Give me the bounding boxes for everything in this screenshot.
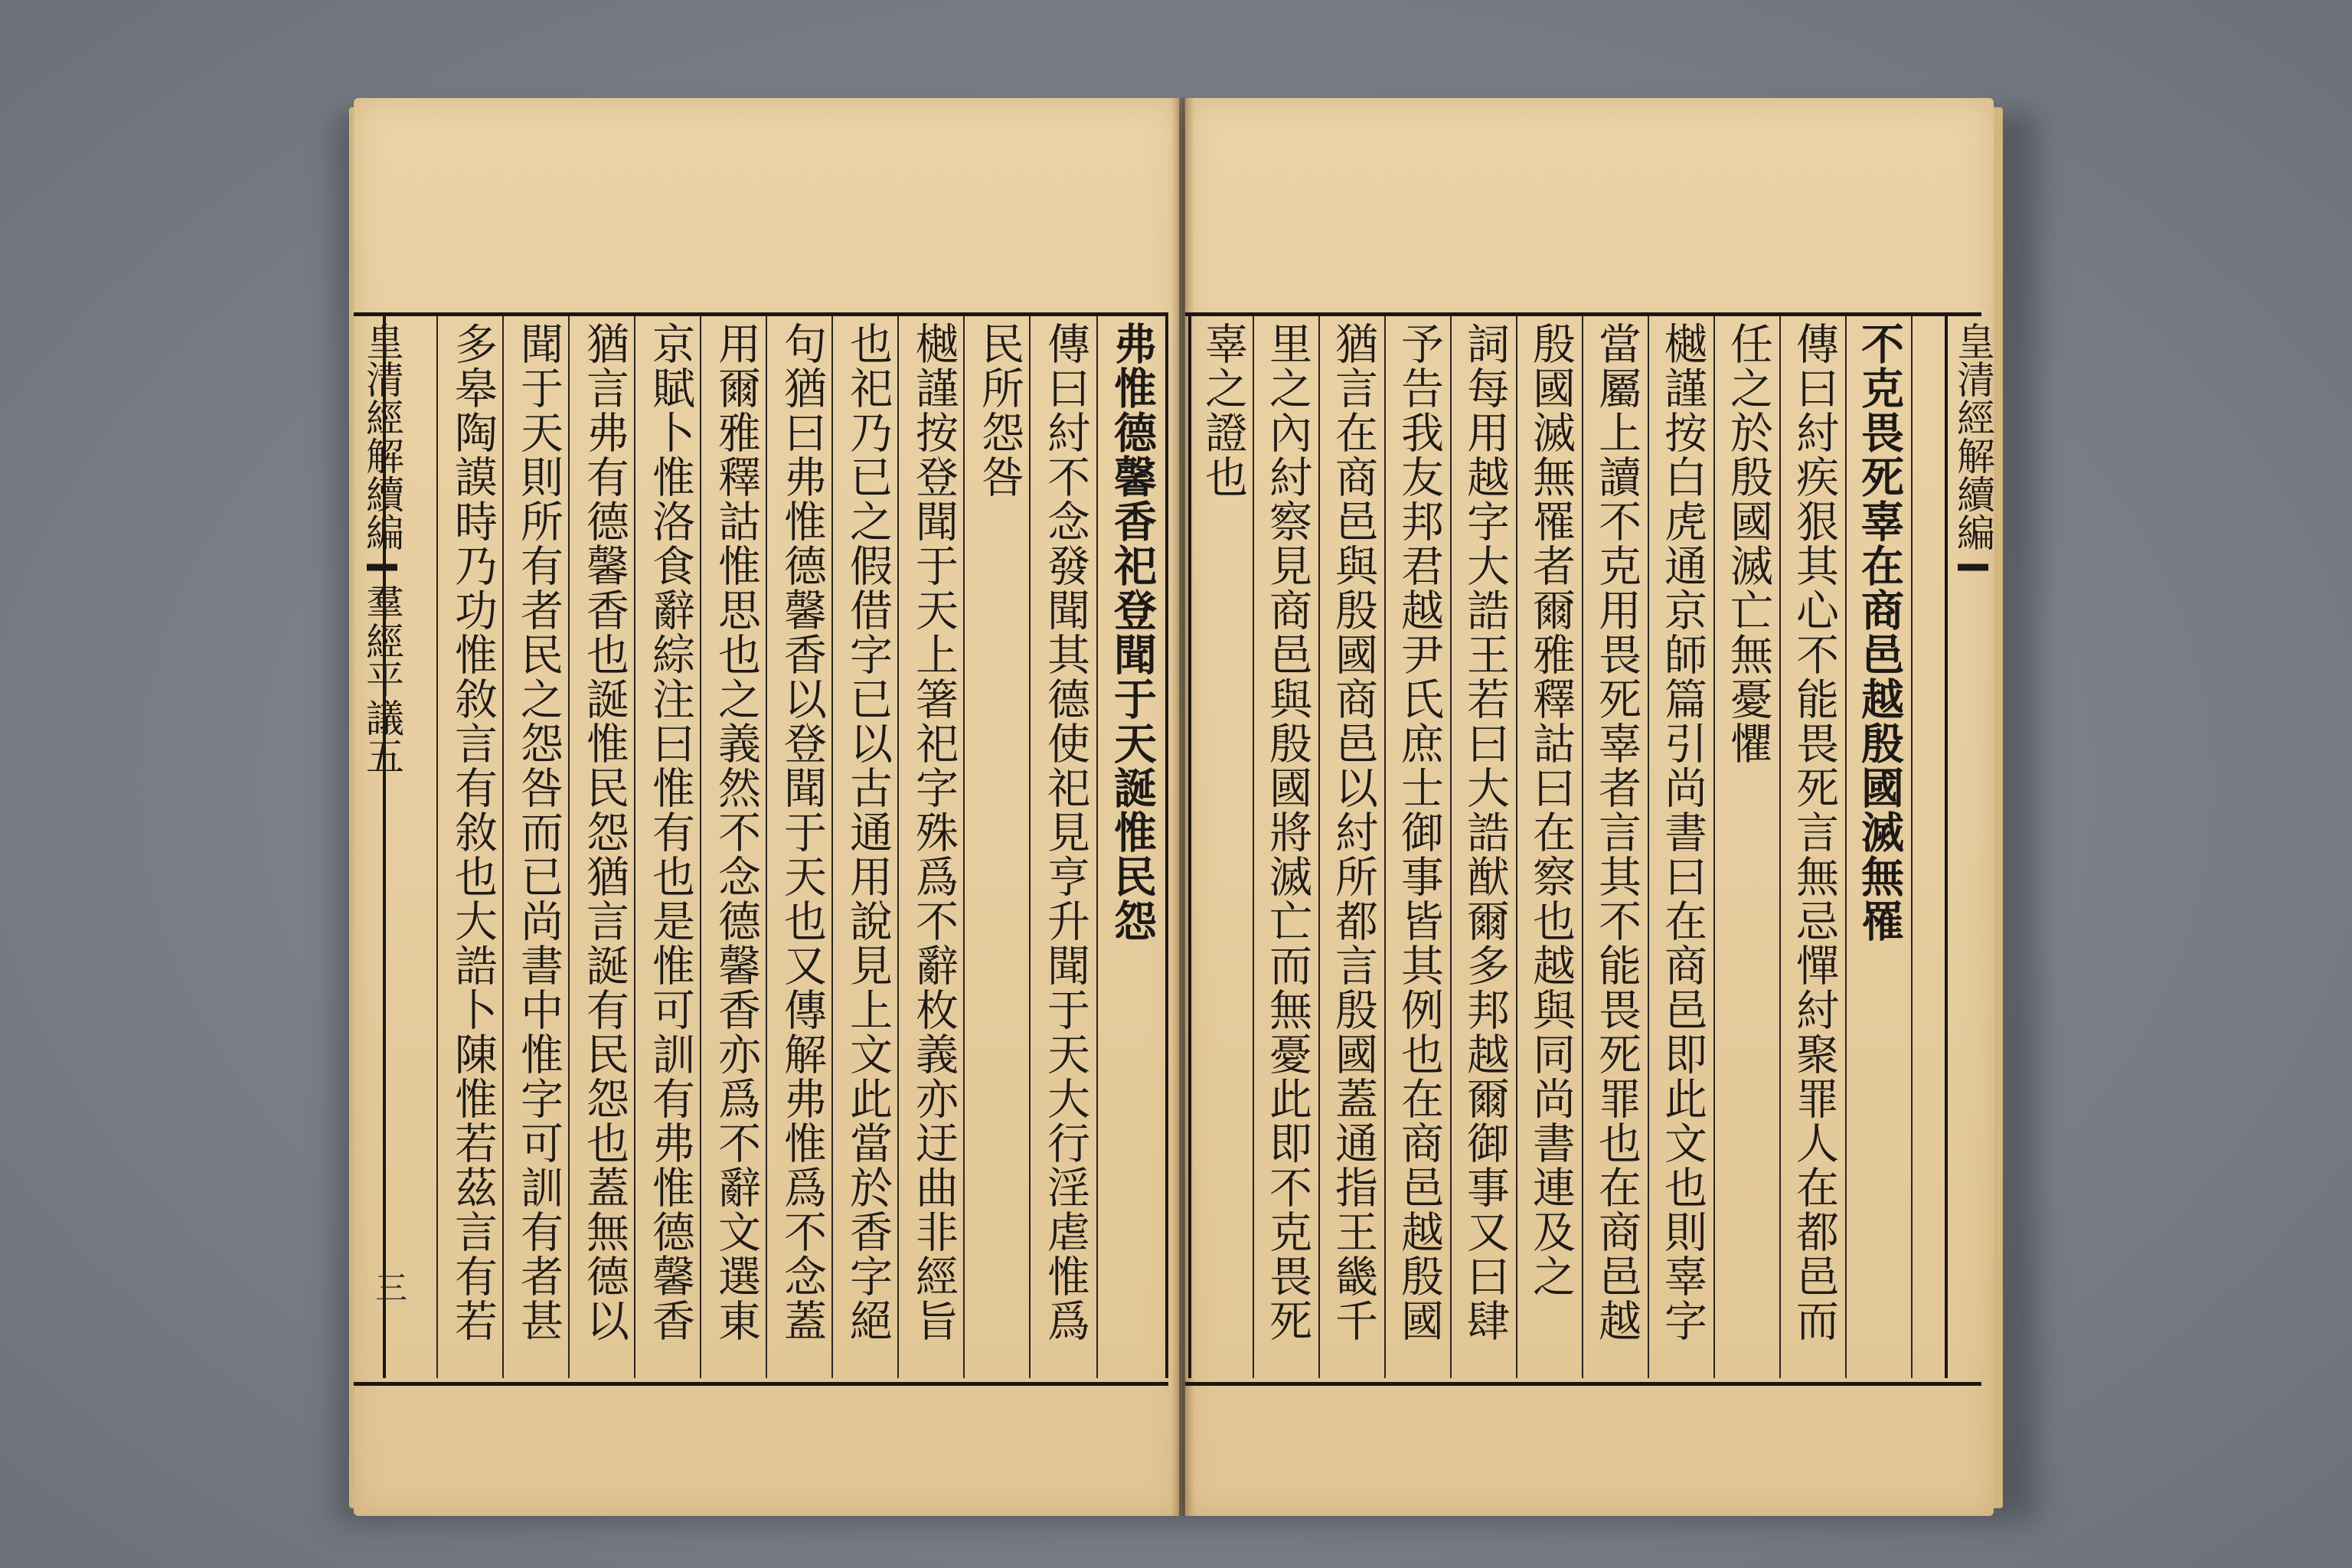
right-column-rule	[1582, 316, 1583, 1378]
text-column: 予告我友邦君越尹氏庶士御事皆其例也在商邑越殷國	[1394, 322, 1444, 1343]
right-banxin	[1948, 322, 1998, 1372]
text-column: 猶言在商邑與殷國商邑以紂所都言殷國蓋通指王畿千	[1328, 322, 1378, 1343]
text-column: 當屬上讀不克用畏死辜者言其不能畏死罪也在商邑越	[1592, 322, 1642, 1343]
fishtail-mark	[367, 559, 397, 576]
text-column: 多皋陶謨時乃功惟敘言有敘也大誥卜陳惟若茲言有若	[448, 322, 498, 1343]
text-column: 辜之證也	[1198, 322, 1248, 499]
text-column: 樾謹按白虎通京師篇引尚書曰在商邑即此文也則辜字	[1658, 322, 1707, 1343]
fishtail-mark	[1958, 559, 1988, 576]
right-column-rule	[1911, 316, 1913, 1378]
right-column-rule	[1713, 316, 1715, 1378]
banxin-title: 皇清經解續編	[1951, 322, 1995, 551]
left-banxin	[357, 322, 407, 1372]
text-column: 猶言弗有德馨香也誕惟民怨猶言誕有民怨也蓋無德以	[580, 322, 629, 1343]
left-column-rule	[1096, 316, 1098, 1378]
text-column: 京賦卜惟洛食辭綜注曰惟有也是惟可訓有弗惟德馨香	[645, 322, 695, 1343]
text-column-heading: 弗惟德馨香祀登聞于天誕惟民怨	[1107, 322, 1158, 943]
right-column-rule	[1516, 316, 1517, 1378]
text-column: 聞于天則所有者民之怨咎而已尚書中惟字可訓有者甚	[514, 322, 564, 1343]
text-column: 民所怨咎	[975, 322, 1024, 499]
right-column-rule	[1779, 316, 1781, 1378]
text-column: 句猶曰弗惟德馨香以登聞于天也又傳解弗惟爲不念蓋	[777, 322, 827, 1343]
text-column: 任之於殷國滅亡無憂懼	[1723, 322, 1773, 766]
right-column-rule	[1384, 316, 1386, 1378]
left-frame-rule-inner	[1165, 316, 1168, 1378]
left-page-number: 三	[371, 1271, 408, 1303]
text-column: 殷國滅無罹者爾雅釋詁曰在察也越與同尚書連及之	[1526, 322, 1576, 1298]
text-column: 里之內紂察見商邑與殷國將滅亡而無憂此即不克畏死	[1263, 322, 1312, 1343]
text-column: 傳曰紂不念發聞其德使祀見亨升聞于天大行淫虐惟爲	[1040, 322, 1090, 1343]
text-column: 傳曰紂疾狠其心不能畏死言無忌憚紂聚罪人在都邑而	[1789, 322, 1839, 1343]
right-column-rule	[1648, 316, 1649, 1378]
banxin-subtitle: 羣經平議五	[360, 583, 404, 775]
text-column: 用爾雅釋詁惟思也之義然不念德馨香亦爲不辭文選東	[711, 322, 761, 1343]
text-column: 詞每用越字大誥王若曰大誥猷爾多邦越爾御事又曰肆	[1460, 322, 1510, 1343]
text-column: 也祀乃已之假借字已以古通用說見上文此當於香字絕	[843, 322, 893, 1343]
text-column-heading: 不克畏死辜在商邑越殷國滅無罹	[1854, 322, 1905, 943]
banxin-title: 皇清經解續編	[360, 322, 404, 551]
text-column: 樾謹按登聞于天上箸祀字殊爲不辭枚義亦迂曲非經旨	[909, 322, 959, 1343]
left-column-rule	[436, 316, 438, 1378]
right-column-rule	[1318, 316, 1320, 1378]
right-column-rule	[1450, 316, 1452, 1378]
right-column-rule	[1845, 316, 1847, 1378]
